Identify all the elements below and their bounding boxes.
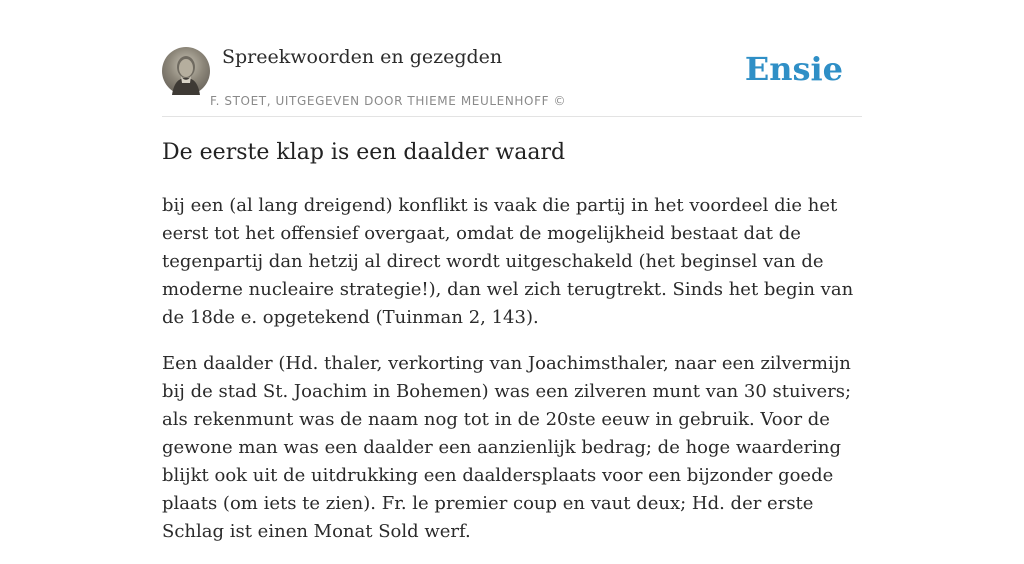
source-credit: F. STOET, UITGEGEVEN DOOR THIEME MEULENHOFF © [210, 94, 567, 108]
entry-body [162, 192, 866, 564]
entry-title: De eerste klap is een daalder waard [162, 140, 566, 165]
entry-paragraph: bij een (al lang dreigend) konflikt is vaak die partij in het voordeel die het eerst tot het offensief overgaat, omdat de mogelijkheid bestaat dat de tegenpartij dan hetzij al direct wordt uitgeschakeld (het beginsel van de moderne nucleaire strategie!), dan wel zich terugtrekt. Sinds het begin van de 18de e. opgetekend (Tuinman 2, 143). [162, 195, 854, 328]
brand-logo[interactable]: Ensie [744, 50, 843, 88]
entry-paragraph: Een daalder (Hd. thaler, verkorting van Joachimsthaler, naar een zilvermijn bij de stad St. Joachim in Bohemen) was een zilveren munt van 30 stuivers; als rekenmunt was de naam nog tot in de 20ste eeuw in gebruik. Voor de gewone man was een daalder een aanzienlijk bedrag; de hoge waardering blijkt ook uit de uitdrukking een daaldersplaats voor een bijzonder goede plaats (om iets te zien). Fr. le premier coup en vaut deux; Hd. der erste Schlag ist einen Monat Sold werf. [162, 353, 852, 542]
page-header [162, 44, 862, 117]
book-title[interactable]: Spreekwoorden en gezegden [222, 46, 503, 68]
author-portrait-icon[interactable] [162, 47, 210, 95]
